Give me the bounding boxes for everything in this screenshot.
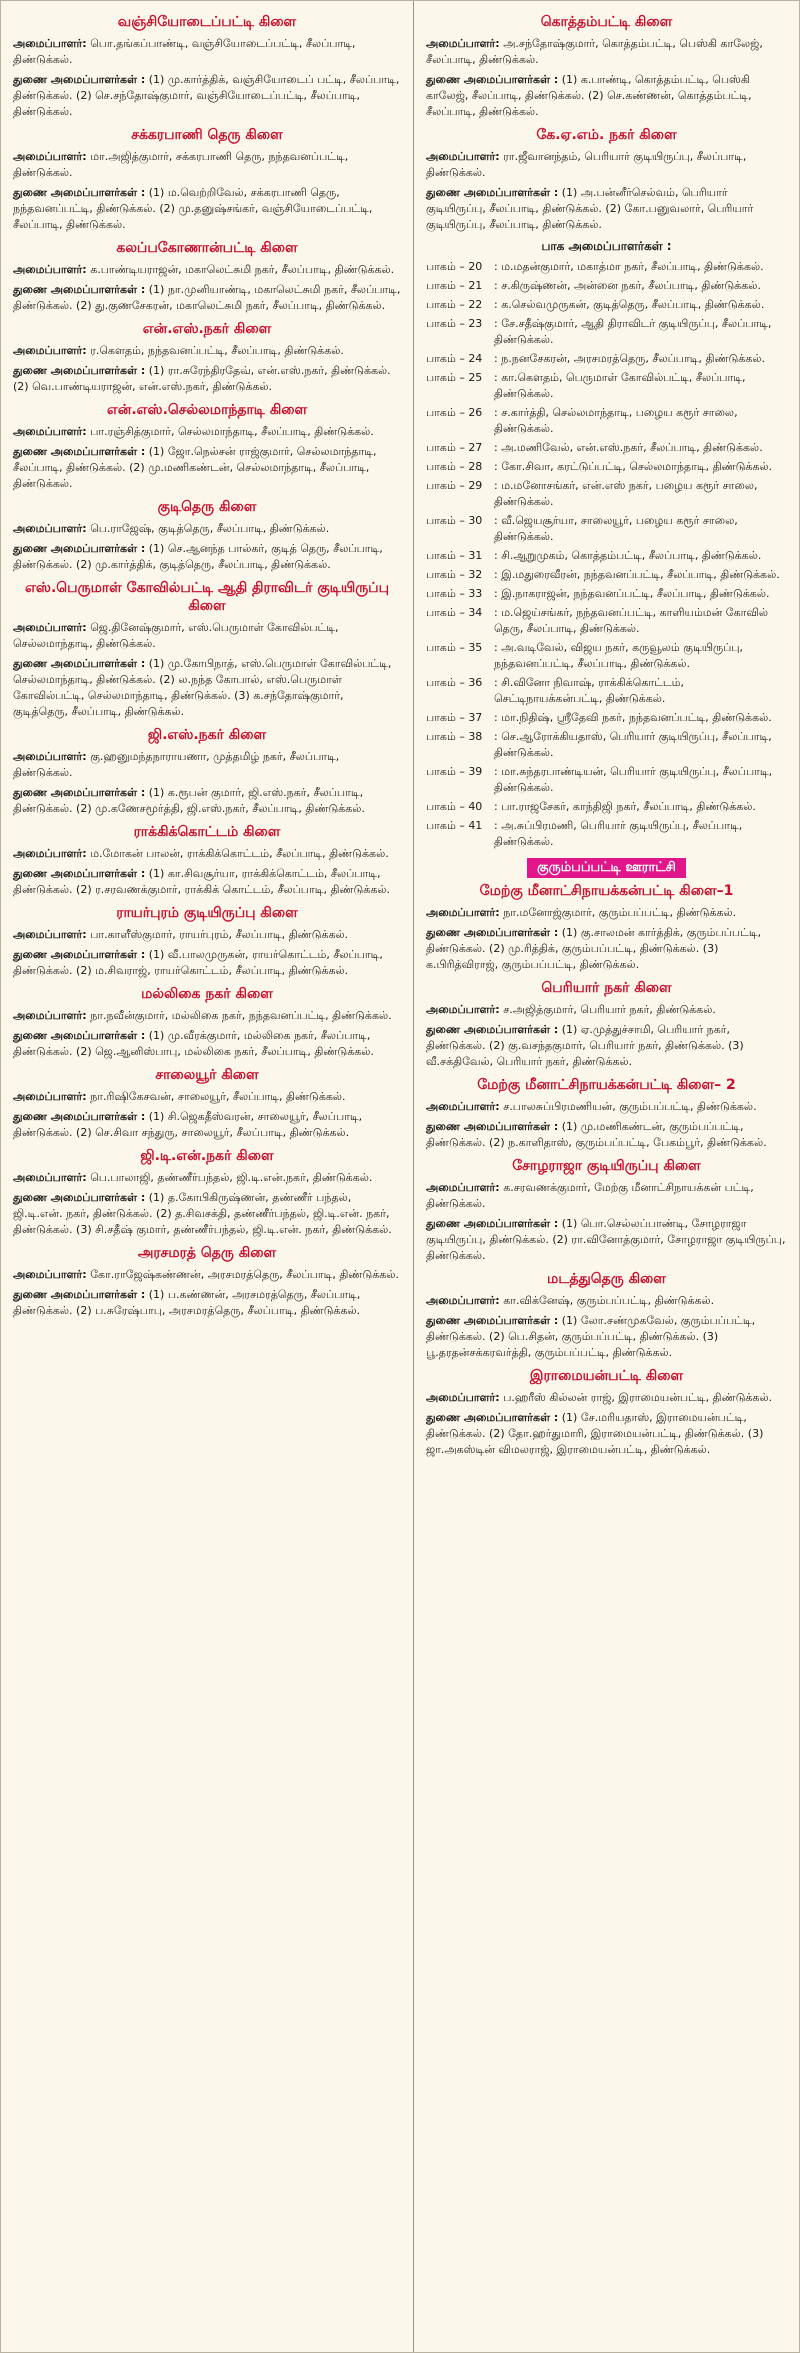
deputies-line: துணை அமைப்பாளர்கள் : (1) க.ரூபன் குமார், ஜி.எஸ்.நகர், சீலப்பாடி, திண்டுக்கல். (2) மு.கணேசமூர்த்தி, ஜி.எஸ்.நகர், சீலப்பாடி, திண்டுக்கல்.	[13, 786, 365, 815]
ward-organizer: : ச.கார்த்தி, செல்லமாந்தாடி, பழைய கரூர் சாலை, திண்டுக்கல்.	[494, 406, 738, 435]
ward-organizer: : க.செல்வமுருகன், குடித்தெரு, சீலப்பாடி, திண்டுக்கல்.	[494, 298, 765, 311]
ward-row	[426, 259, 787, 275]
organizer-line: அமைப்பாளர்: பா.காளீஸ்குமார், ராயர்புரம், சீலப்பாடி, திண்டுக்கல்.	[13, 928, 349, 941]
ward-organizer: : பா.ராஜசேகர், காந்திஜி நகர், சீலப்பாடி, திண்டுக்கல்.	[494, 800, 756, 813]
organizer-line: அமைப்பாளர்: பெ.பாலாஜி, தண்ணீர்பந்தல், ஜி.டி.என்.நகர், திண்டுக்கல்.	[13, 1171, 373, 1184]
ward-row	[426, 764, 787, 796]
deputies-line: துணை அமைப்பாளர்கள் : (1) செ.ஆனந்த பால்கர், குடித் தெரு, சீலப்பாடி, திண்டுக்கல். (2) மு.கார்த்திக், குடித்தெரு, சீலப்பாடி, திண்டுக்கல்.	[13, 542, 383, 571]
ward-organizer: : ம.ஜெய்சங்கர், நந்தவனப்பட்டி, காளியம்மன் கோவில் தெரு, சீலப்பாடி, திண்டுக்கல்.	[494, 606, 769, 635]
ward-row	[426, 710, 787, 726]
deputies-line: துணை அமைப்பாளர்கள் : (1) வீ.பாலமுருகன், ராயர்கொட்டம், சீலப்பாடி, திண்டுக்கல். (2) ம.சிவராஜ், ராயர்கொட்டம், சீலப்பாடி, திண்டுக்கல்.	[13, 948, 383, 977]
ward-number: பாகம் – 36	[426, 676, 483, 689]
branch-title: மேற்கு மீனாட்சிநாயக்கன்பட்டி கிளை–1	[479, 883, 734, 899]
deputies-line: துணை அமைப்பாளர்கள் : (1) த.கோபிகிருஷ்ணன், தண்ணீர் பந்தல், ஜி.டி.என். நகர், திண்டுக்கல். (2) த.சிவசக்தி, தண்ணீர்பந்தல், ஜி.டி.என். நகர், திண்டுக்கல். (3) சி.சதீஷ் குமார், தண்ணீர்பந்தல், ஜி.டி.என். நகர், திண்டுக்கல்.	[13, 1191, 392, 1236]
deputies-line: துணை அமைப்பாளர்கள் : (1) சி.ஜெகதீஸ்வரன், சாலையூர், சீலப்பாடி, திண்டுக்கல். (2) செ.சிவா சந்துரு, சாலையூர், சீலப்பாடி, திண்டுக்கல்.	[13, 1110, 363, 1139]
deputies-line: துணை அமைப்பாளர்கள் : (1) மு.வீரக்குமார், மல்லிகை நகர், சீலப்பாடி, திண்டுக்கல். (2) ஜெ.ஆனிஸ்பாபு, மல்லிகை நகர், சீலப்பாடி, திண்டுக்கல்.	[13, 1029, 374, 1058]
organizer-line: அமைப்பாளர்: பா.ரஞ்சித்குமார், செல்லமாந்தாடி, சீலப்பாடி, திண்டுக்கல்.	[13, 425, 374, 438]
deputies-line: துணை அமைப்பாளர்கள் : (1) க.பாண்டி, கொத்தம்பட்டி, பெஸ்கி காலேஜ், சீலப்பாடி, திண்டுக்கல். (2) செ.கண்ணன், கொத்தம்பட்டி, சீலப்பாடி, திண்டுக்கல்.	[426, 73, 752, 118]
branch-block	[426, 13, 787, 120]
right-column	[414, 1, 799, 2352]
ward-row	[426, 316, 787, 348]
organizer-line: அமைப்பாளர்: க.சரவணக்குமார், மேற்கு மீனாட்சிநாயக்கன் பட்டி, திண்டுக்கல்.	[426, 1181, 754, 1210]
ward-row	[426, 640, 787, 672]
organizer-line: அமைப்பாளர்: கோ.ராஜேஷ்கண்ணன், அரசமரத்தெரு, சீலப்பாடி, திண்டுக்கல்.	[13, 1268, 399, 1281]
branch-title: கொத்தம்பட்டி கிளை	[540, 14, 673, 30]
ward-organizer: : செ.ஆரோக்கியதாஸ், பெரியார் குடியிருப்பு, சீலப்பாடி, திண்டுக்கல்.	[494, 730, 772, 759]
branch-title: ஜி.எஸ்.நகர் கிளை	[147, 727, 267, 743]
branch-title: அரசமரத் தெரு கிளை	[137, 1245, 277, 1261]
branch-title: கலப்பகோணான்பட்டி கிளை	[116, 240, 298, 256]
branch-block	[13, 401, 401, 492]
ward-organizer: : சி.ஆறுமுகம், கொத்தம்பட்டி, சீலப்பாடி, திண்டுக்கல்.	[494, 549, 762, 562]
ward-number: பாகம் – 24	[426, 352, 483, 365]
ward-row	[426, 440, 787, 456]
ward-organizers-heading: பாக அமைப்பாளர்கள் :	[541, 239, 672, 253]
ward-row	[426, 278, 787, 294]
organizer-line: அமைப்பாளர்: நா.மனோஜ்குமார், குரும்பப்பட்டி, திண்டுக்கல்.	[426, 906, 737, 919]
deputies-line: துணை அமைப்பாளர்கள் : (1) ஏ.முத்துச்சாமி, பெரியார் நகர், திண்டுக்கல். (2) கு.வசந்தகுமார், பெரியார் நகர், திண்டுக்கல். (3) வீ.சக்திவேல், பெரியார் நகர், திண்டுக்கல்.	[426, 1023, 744, 1068]
ward-row	[426, 586, 787, 602]
ward-organizers-list	[426, 259, 787, 850]
branch-title: சாலையூர் கிளை	[155, 1067, 259, 1083]
deputies-line: துணை அமைப்பாளர்கள் : (1) ஜோ.நெல்சன் ராஜ்குமார், செல்லமாந்தாடி, சீலப்பாடி, திண்டுக்கல். (2) மு.மணிகண்டன், செல்லமாந்தாடி, சீலப்பாடி, திண்டுக்கல்.	[13, 445, 377, 490]
organizer-line: அமைப்பாளர்: ம.மோகன் பாலன், ராக்கிக்கொட்டம், சீலப்பாடி, திண்டுக்கல்.	[13, 847, 389, 860]
ward-organizer: : ந.நனசேகரன், அரசமரத்தெரு, சீலப்பாடி, திண்டுக்கல்.	[494, 352, 765, 365]
ward-number: பாகம் – 23	[426, 317, 483, 330]
ward-number: பாகம் – 31	[426, 549, 483, 562]
ward-organizer: : அ.சுப்பிரமணி, பெரியார் குடியிருப்பு, சீலப்பாடி, திண்டுக்கல்.	[494, 819, 743, 848]
organizer-line: அமைப்பாளர்: நா.ரிஷிகேசவன், சாலையூர், சீலப்பாடி, திண்டுக்கல்.	[13, 1090, 346, 1103]
ward-row	[426, 818, 787, 850]
ward-organizer: : அ.மணிவேல், என்.எஸ்.நகர், சீலப்பாடி, திண்டுக்கல்.	[494, 441, 763, 454]
branch-title: குடிதெரு கிளை	[157, 499, 257, 515]
deputies-line: துணை அமைப்பாளர்கள் : (1) ரா.சுரேந்திரதேவ், என்.எஸ்.நகர், திண்டுக்கல். (2) வெ.பாண்டியராஜன், என்.எஸ்.நகர், திண்டுக்கல்.	[13, 364, 391, 393]
branch-title: வஞ்சியோடைப்பட்டி கிளை	[117, 14, 297, 30]
branch-title: சோழராஜா குடியிருப்பு கிளை	[512, 1158, 701, 1174]
ward-row	[426, 459, 787, 475]
deputies-line: துணை அமைப்பாளர்கள் : (1) சே.மரியதாஸ், இராமையன்பட்டி, திண்டுக்கல். (2) தோ.ஹர்துமாரி, இராமையன்பட்டி, திண்டுக்கல். (3) ஜா.அகஸ்டின் விமலராஜ், இராமையன்பட்டி, திண்டுக்கல்.	[426, 1411, 764, 1456]
branch-title: கே.ஏ.எம். நகர் கிளை	[536, 127, 677, 143]
ward-number: பாகம் – 34	[426, 606, 483, 619]
organizer-line: அமைப்பாளர்: பெ.ராஜேஷ், குடித்தெரு, சீலப்பாடி, திண்டுக்கல்.	[13, 522, 330, 535]
ward-number: பாகம் – 28	[426, 460, 483, 473]
branch-block	[13, 726, 401, 817]
deputies-line: துணை அமைப்பாளர்கள் : (1) கு.சாலமன் கார்த்திக், குரும்பப்பட்டி, திண்டுக்கல். (2) மு.ரித்திக், குரும்பப்பட்டி, திண்டுக்கல். (3) க.பிரித்விராஜ், குரும்பப்பட்டி, திண்டுக்கல்.	[426, 926, 762, 971]
ward-row	[426, 405, 787, 437]
ward-organizer: : இ.மதுரைவீரன், நந்தவனப்பட்டி, சீலப்பாடி, திண்டுக்கல்.	[494, 568, 780, 581]
branch-block	[426, 882, 787, 973]
ward-row	[426, 567, 787, 583]
ward-number: பாகம் – 29	[426, 479, 483, 492]
panchayat-label: குரும்பப்பட்டி ஊராட்சி	[527, 858, 686, 878]
ward-number: பாகம் – 35	[426, 641, 483, 654]
deputies-line: துணை அமைப்பாளர்கள் : (1) கா.சிவசூர்யா, ராக்கிக்கொட்டம், சீலப்பாடி, திண்டுக்கல். (2) ர.சரவணக்குமார், ராக்கிக் கொட்டம், சீலப்பாடி, திண்டுக்கல்.	[13, 867, 390, 896]
ward-row	[426, 729, 787, 761]
ward-organizer: : கோ.சிவா, கரட்டுப்பட்டி, செல்லமாந்தாடி, திண்டுக்கல்.	[494, 460, 773, 473]
ward-number: பாகம் – 33	[426, 587, 483, 600]
deputies-line: துணை அமைப்பாளர்கள் : (1) பொ.செல்லப்பாண்டி, சோழராஜா குடியிருப்பு, திண்டுக்கல். (2) ரா.வினோத்குமார், சோழராஜா குடியிருப்பு, திண்டுக்கல்.	[426, 1217, 786, 1262]
organizer-line: அமைப்பாளர்: அ.சந்தோஷ்குமார், கொத்தம்பட்டி, பெஸ்கி காலேஜ், சீலப்பாடி, திண்டுக்கல்.	[426, 37, 763, 66]
branch-block	[13, 579, 401, 720]
branch-title: ஜி.டி.என்.நகர் கிளை	[140, 1148, 274, 1164]
organizer-line: அமைப்பாளர்: ஜெ.தினேஷ்குமார், எஸ்.பெருமாள் கோவில்பட்டி, செல்லமாந்தாடி, திண்டுக்கல்.	[13, 621, 339, 650]
branch-title: பெரியார் நகர் கிளை	[541, 980, 672, 996]
deputies-line: துணை அமைப்பாளர்கள் : (1) நா.முனியாண்டி, மகாலெட்சுமி நகர், சீலப்பாடி, திண்டுக்கல். (2) து.குணசேகரன், மகாலெட்சுமி நகர், சீலப்பாடி, திண்டுக்கல்.	[13, 283, 401, 312]
ward-row	[426, 799, 787, 815]
ward-number: பாகம் – 41	[426, 819, 483, 832]
branch-title: எஸ்.பெருமாள் கோவில்பட்டி ஆதி திராவிடர் குடியிருப்பு கிளை	[25, 580, 389, 614]
organizer-line: அமைப்பாளர்: பொ.தங்கப்பாண்டி, வஞ்சியோடைப்பட்டி, சீலப்பாடி, திண்டுக்கல்.	[13, 37, 356, 66]
ward-organizer: : வீ.ஜெயசூர்யா, சாலையூர், பழைய கரூர் சாலை, திண்டுக்கல்.	[494, 514, 738, 543]
branch-block	[426, 1157, 787, 1264]
branch-block	[13, 498, 401, 573]
ward-organizer: : இ.நாகராஜன், நந்தவனப்பட்டி, சீலப்பாடி, திண்டுக்கல்.	[494, 587, 770, 600]
branch-block	[426, 1270, 787, 1361]
ward-number: பாகம் – 27	[426, 441, 483, 454]
ward-number: பாகம் – 25	[426, 371, 483, 384]
ward-organizer: : ம.மனோசங்கர், என்.எஸ் நகர், பழைய கரூர் சாலை, திண்டுக்கல்.	[494, 479, 758, 508]
organizer-line: அமைப்பாளர்: ரா.ஜீவானந்தம், பெரியார் குடியிருப்பு, சீலப்பாடி, திண்டுக்கல்.	[426, 150, 747, 179]
deputies-line: துணை அமைப்பாளர்கள் : (1) லோ.சண்முகவேல், குரும்பப்பட்டி, திண்டுக்கல். (2) பெ.சிதன், குரும்பப்பட்டி, திண்டுக்கல். (3) பூ.தரதன்சக்கரவர்த்தி, குரும்பப்பட்டி, திண்டுக்கல்.	[426, 1314, 756, 1359]
organizer-line: அமைப்பாளர்: ச.பாலசுப்பிரமணியன், குரும்பப்பட்டி, திண்டுக்கல்.	[426, 1100, 757, 1113]
organizer-line: அமைப்பாளர்: ச.அஜித்குமார், பெரியார் நகர், திண்டுக்கல்.	[426, 1003, 716, 1016]
deputies-line: துணை அமைப்பாளர்கள் : (1) மு.கார்த்திக், வஞ்சியோடைப் பட்டி, சீலப்பாடி, திண்டுக்கல். (2) செ.சந்தோஷ்குமார், வஞ்சியோடைப்பட்டி, சீலப்பாடி, திண்டுக்கல்.	[13, 73, 400, 118]
ward-number: பாகம் – 22	[426, 298, 483, 311]
ward-number: பாகம் – 30	[426, 514, 483, 527]
ward-number: பாகம் – 39	[426, 765, 483, 778]
branch-block	[426, 126, 787, 233]
ward-row	[426, 513, 787, 545]
ward-organizer: : கா.கௌதம், பெருமாள் கோவில்பட்டி, சீலப்பாடி, திண்டுக்கல்.	[494, 371, 746, 400]
branch-title: என்.எஸ்.நகர் கிளை	[142, 321, 272, 337]
branch-title: மடத்துதெரு கிளை	[547, 1271, 666, 1287]
branch-block	[13, 1244, 401, 1319]
left-column	[1, 1, 414, 2352]
branch-block	[13, 1066, 401, 1141]
branch-block	[426, 1367, 787, 1458]
ward-row	[426, 478, 787, 510]
branch-block	[13, 1147, 401, 1238]
deputies-line: துணை அமைப்பாளர்கள் : (1) மு.கோபிநாத், எஸ்.பெருமாள் கோவில்பட்டி, செல்லமாந்தாடி, திண்டுக்கல். (2) ல.நந்த கோபால், எஸ்.பெருமாள் கோவில்பட்டி, செல்லமாந்தாடி, திண்டுக்கல். (3) க.சந்தோஷ்குமார், குடித்தெரு, சீலப்பாடி, திண்டுக்கல்.	[13, 657, 392, 718]
ward-row	[426, 605, 787, 637]
branch-title: மல்லிகை நகர் கிளை	[141, 986, 273, 1002]
branch-block	[13, 13, 401, 120]
branch-block	[13, 126, 401, 233]
branch-block	[13, 823, 401, 898]
ward-row	[426, 675, 787, 707]
ward-number: பாகம் – 38	[426, 730, 483, 743]
organizer-line: அமைப்பாளர்: கு.ஹனுமந்தநாராயணா, முத்தமிழ் நகர், சீலப்பாடி, திண்டுக்கல்.	[13, 750, 340, 779]
ward-organizer: : மா.சுந்தரபாண்டியன், பெரியார் குடியிருப்பு, சீலப்பாடி, திண்டுக்கல்.	[494, 765, 773, 794]
ward-organizer: : மா.நிதிஷ், ஸ்ரீதேவி நகர், நந்தவனப்பட்டி, திண்டுக்கல்.	[494, 711, 772, 724]
organizer-line: அமைப்பாளர்: க.பாண்டியராஜன், மகாலெட்சுமி நகர், சீலப்பாடி, திண்டுக்கல்.	[13, 263, 395, 276]
ward-number: பாகம் – 26	[426, 406, 483, 419]
organizer-line: அமைப்பாளர்: ர.கௌதம், நந்தவனப்பட்டி, சீலப்பாடி, திண்டுக்கல்.	[13, 344, 344, 357]
deputies-line: துணை அமைப்பாளர்கள் : (1) ம.வெற்றிவேல், சக்கரபாணி தெரு, நந்தவனப்பட்டி, திண்டுக்கல். (2) மு.தனுஷ்சங்கர், வஞ்சியோடைப்பட்டி, சீலப்பாடி, திண்டுக்கல்.	[13, 186, 373, 231]
organizer-line: அமைப்பாளர்: கா.விக்னேஷ், குரும்பப்பட்டி, திண்டுக்கல்.	[426, 1294, 715, 1307]
panchayat-banner	[426, 856, 787, 878]
branch-block	[13, 239, 401, 314]
ward-organizer: : சே.சதீஷ்குமார், ஆதி திராவிடர் குடியிருப்பு, சீலப்பாடி, திண்டுக்கல்.	[494, 317, 772, 346]
ward-organizer: : சி.வினோ நிவாஷ், ராக்கிக்கொட்டம், செட்டிநாயக்கன்பட்டி, திண்டுக்கல்.	[494, 676, 684, 705]
ward-row	[426, 370, 787, 402]
organizer-line: அமைப்பாளர்: ப.ஹரீஸ் கில்லன் ராஜ், இராமையன்பட்டி, திண்டுக்கல்.	[426, 1391, 773, 1404]
branch-title: என்.எஸ்.செல்லமாந்தாடி கிளை	[106, 402, 308, 418]
organizer-line: அமைப்பாளர்: நா.நவீன்குமார், மல்லிகை நகர், நந்தவனப்பட்டி, திண்டுக்கல்.	[13, 1009, 392, 1022]
ward-number: பாகம் – 20	[426, 260, 483, 273]
branch-title: ராயர்புரம் குடியிருப்பு கிளை	[116, 905, 298, 921]
branch-title: ராக்கிக்கொட்டம் கிளை	[133, 824, 281, 840]
deputies-line: துணை அமைப்பாளர்கள் : (1) அ.பன்னீர்செல்வம், பெரியார் குடியிருப்பு, சீலப்பாடி, திண்டுக்கல். (2) கோ.பனுவலார், பெரியார் குடியிருப்பு, சீலப்பாடி, திண்டுக்கல்.	[426, 186, 754, 231]
branch-block	[13, 985, 401, 1060]
branch-block	[13, 320, 401, 395]
branch-block	[426, 1076, 787, 1151]
branch-title: சக்கரபாணி தெரு கிளை	[131, 127, 283, 143]
branch-block	[13, 904, 401, 979]
branch-block	[426, 979, 787, 1070]
ward-organizer: : ம.மதன்குமார், மகாத்மா நகர், சீலப்பாடி, திண்டுக்கல்.	[494, 260, 764, 273]
organizer-line: அமைப்பாளர்: மா.அஜித்குமார், சக்கரபாணி தெரு, நந்தவனப்பட்டி, திண்டுக்கல்.	[13, 150, 349, 179]
ward-organizer: : அ.வடிவேல், விஜய நகர், கருவூலம் குடியிருப்பு, நந்தவனப்பட்டி, சீலப்பாடி, திண்டுக்கல்.	[494, 641, 744, 670]
ward-organizer: : ச.கிருஷ்ணன், அன்னை நகர், சீலப்பாடி, திண்டுக்கல்.	[494, 279, 761, 292]
ward-row	[426, 297, 787, 313]
branch-title: இராமையன்பட்டி கிளை	[529, 1368, 684, 1384]
ward-number: பாகம் – 37	[426, 711, 483, 724]
branch-title: மேற்கு மீனாட்சிநாயக்கன்பட்டி கிளை– 2	[477, 1077, 736, 1093]
deputies-line: துணை அமைப்பாளர்கள் : (1) ப.கண்ணன், அரசமரத்தெரு, சீலப்பாடி, திண்டுக்கல். (2) ப.சுரேஷ்பாபு, அரசமரத்தெரு, சீலப்பாடி, திண்டுக்கல்.	[13, 1288, 361, 1317]
ward-row	[426, 351, 787, 367]
ward-row	[426, 548, 787, 564]
ward-number: பாகம் – 32	[426, 568, 483, 581]
ward-number: பாகம் – 40	[426, 800, 483, 813]
deputies-line: துணை அமைப்பாளர்கள் : (1) மு.மணிகண்டன், குரும்பப்பட்டி, திண்டுக்கல். (2) ந.காளிதாஸ், குரும்பப்பட்டி, பேகம்பூர், திண்டுக்கல்.	[426, 1120, 767, 1149]
ward-number: பாகம் – 21	[426, 279, 483, 292]
